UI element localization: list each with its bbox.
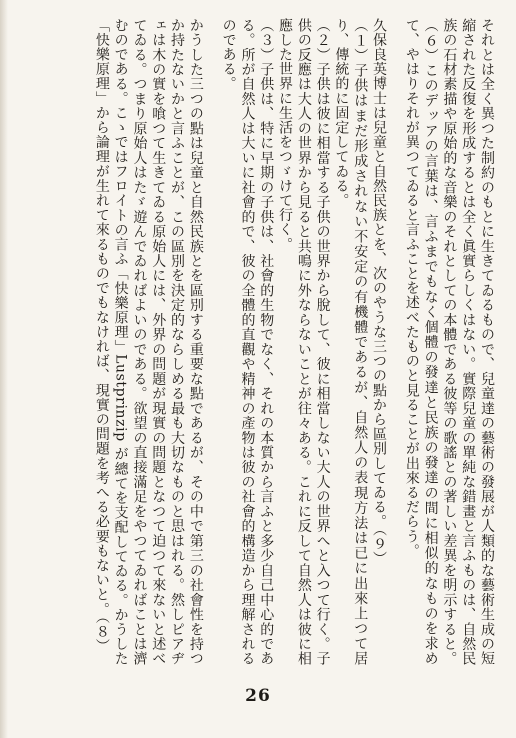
paragraph-point-1: （１）子供はまだ形成されない不安定の有機體であるが、自然人の表現方法は已に出來上つて居り、傳統的に固定してゐる。 (333, 18, 369, 666)
paragraph-point-3: （３）子供は、特に早期の子供は、社會的生物でなく、それの本質から言ふと多少自己中心的である。所が自然人は大いに社會的で、彼の全體的直觀や精神の產物は彼の社會的構造から理解されるのである。 (220, 18, 275, 666)
paragraph-continuation: それとは全く異つた制約のもとに生きてゐるもので、兒童達の藝術の發展が人類的な藝術生成の短縮された反復を形成するとは全く眞實らしくはない。實際兒童の單純な錯畫と言ふものは、自然民族の石材素描や原始的な音樂のそれとしての本體である彼等の歌謠との著しい差異を明示すると。（６）このデッアの言葉は、言ふまでもなく個體の發達と民族の發達の間に相似的なものを求めて、やはりそれが異つてゐると言ふことを述べたものと見ることが出來るだらう。 (403, 18, 495, 666)
page-gutter-shadow (0, 0, 8, 738)
paragraph-point-2: （２）子供は彼に相當する子供の世界から脫して、彼に相當しない大人の世界へと入つて行く。子供の反應は大人の世界から見ると共鳴に外ならないことが往々ある。これに反して自然人は彼に相應した世界に生活をつゞけて行く。 (277, 18, 331, 666)
vertical-text-block (36, 18, 496, 666)
page-number: 26 (245, 686, 271, 706)
paragraph-kubo-intro: 久保良英博士は兒童と自然民族とを、次のやうな三つの點から區別してゐる。（９） (371, 18, 388, 566)
paragraph-conclusion: かうした三つの點は兒童と自然民族とを區別する重要な點であるが、その中で第三の社會性を持つか持たないかと言ふことが、この區別を決定的ならしめる最も大切なものと思はれる。然しピアヂェは木の實を喰つて生きてゐる原始人には、外界の問題が現實の問題となつて迫つて來ないと述べてゐる。つまり原始人はたゞ遊んでゐればよいのである。欲望の直接滿足をやつてゐればことは濟むのである。こゝではフロイトの言ふ「快樂原理」Lustprinzip が總てを支配してゐる。かうした「快樂原理」から論理が生れて來るものでもなければ、現實の問題を考へる必要もないと。（８） (93, 18, 204, 666)
